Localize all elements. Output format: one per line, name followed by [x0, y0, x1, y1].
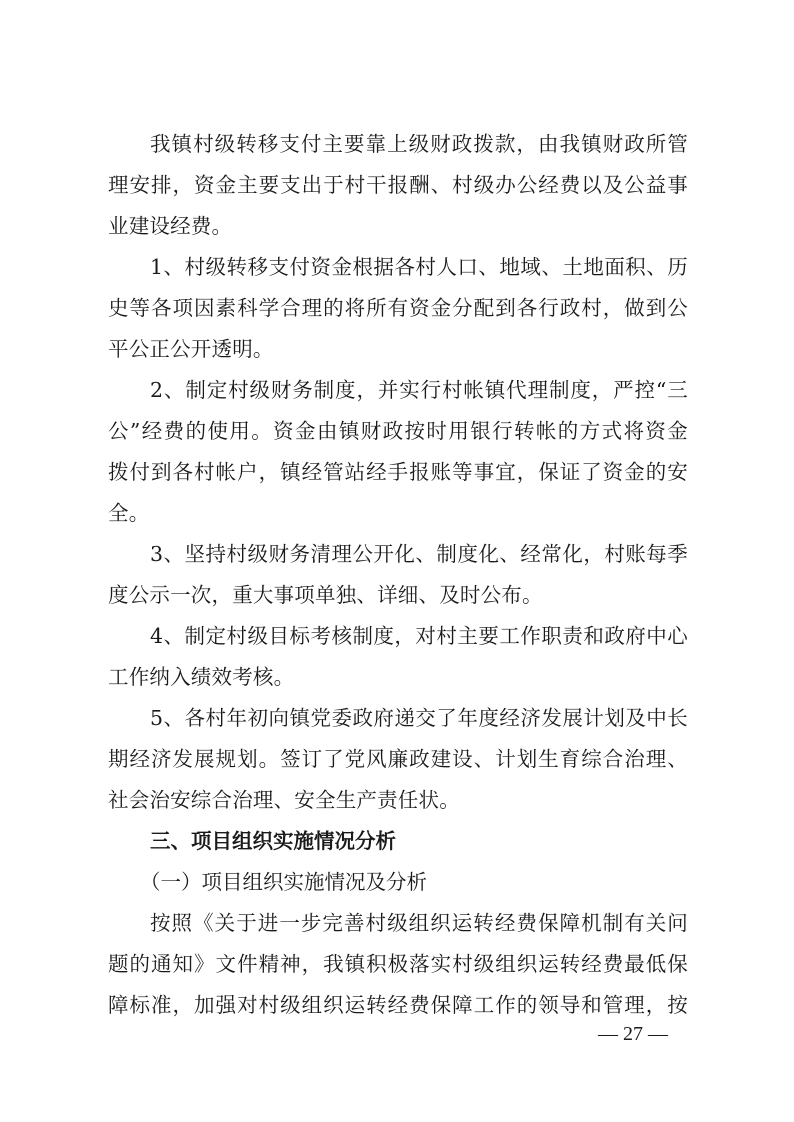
- text-line: 业建设经费。: [108, 214, 233, 238]
- text-line: 4、制定村级目标考核制度，对村主要工作职责和政府中心: [150, 624, 688, 648]
- page-number: — 27 —: [598, 1023, 668, 1045]
- text-line: 工作纳入绩效考核。: [108, 665, 295, 689]
- text-line: 1、村级转移支付资金根据各村人口、地域、土地面积、历: [150, 255, 688, 279]
- text-line: 全。: [108, 501, 150, 525]
- text-line: 按照《关于进一步完善村级组织运转经费保障机制有关问: [150, 911, 688, 935]
- text-line: 题的通知》文件精神，我镇积极落实村级组织运转经费最低保: [108, 952, 688, 976]
- text-line: 障标准，加强对村级组织运转经费保障工作的领导和管理，按: [108, 993, 688, 1017]
- text-line: 5、各村年初向镇党委政府递交了年度经济发展计划及中长: [150, 706, 688, 730]
- text-line: 社会治安综合治理、安全生产责任状。: [108, 788, 460, 812]
- text-line: 理安排，资金主要支出于村干报酬、村级办公经费以及公益事: [108, 173, 688, 197]
- text-line: 期经济发展规划。签订了党风廉政建设、计划生育综合治理、: [108, 747, 688, 771]
- text-line: 3、坚持村级财务清理公开化、制度化、经常化，村账每季: [150, 542, 688, 566]
- text-line: 公”经费的使用。资金由镇财政按时用银行转帐的方式将资金: [108, 419, 688, 443]
- text-line: 2、制定村级财务制度，并实行村帐镇代理制度，严控“三: [150, 378, 688, 402]
- section-heading: 三、项目组织实施情况分析: [150, 829, 396, 853]
- sub-heading: （一）项目组织实施情况及分析: [140, 870, 427, 894]
- text-line: 拨付到各村帐户，镇经管站经手报账等事宜，保证了资金的安: [108, 460, 688, 484]
- text-line: 我镇村级转移支付主要靠上级财政拨款，由我镇财政所管: [150, 132, 688, 156]
- text-line: 度公示一次，重大事项单独、详细、及时公布。: [108, 583, 543, 607]
- text-line: 平公正公开透明。: [108, 337, 274, 361]
- text-line: 史等各项因素科学合理的将所有资金分配到各行政村，做到公: [108, 296, 688, 320]
